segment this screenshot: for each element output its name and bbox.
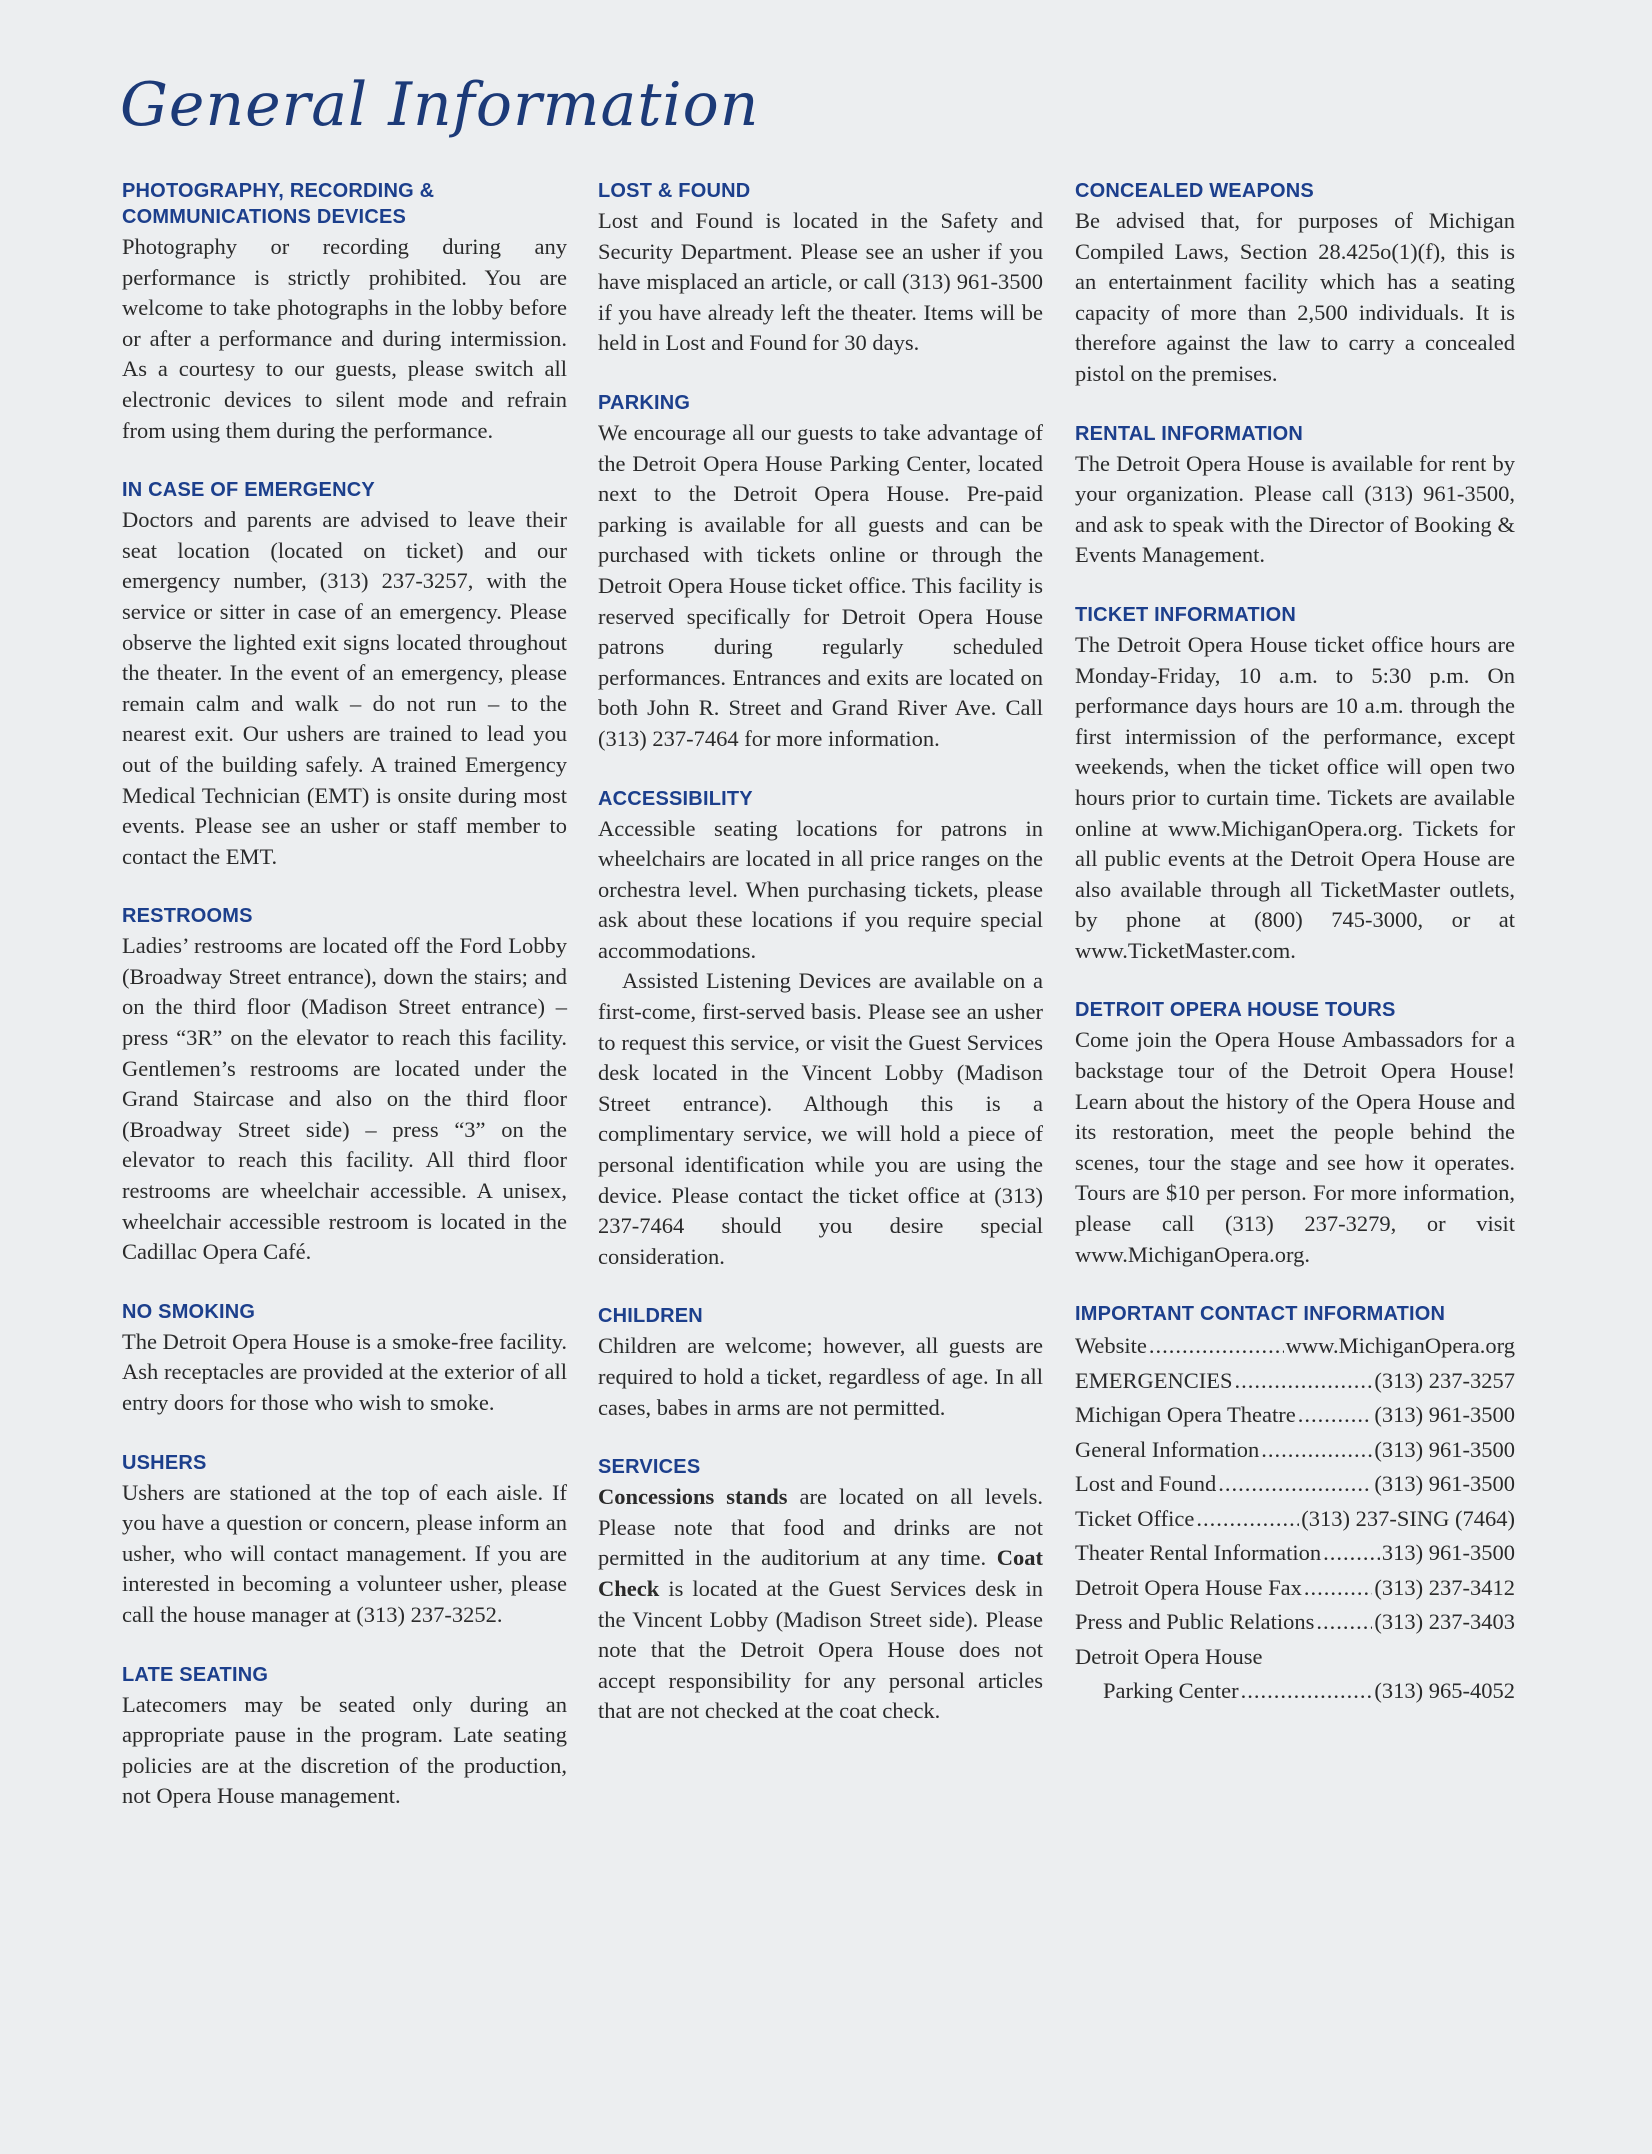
contact-label: General Information — [1075, 1436, 1260, 1462]
contact-value: (313) 961-3500 — [1374, 1436, 1515, 1462]
section-ticket-info — [1075, 602, 1515, 967]
contact-value: (313) 237-3412 — [1374, 1574, 1515, 1600]
leader-dots — [1149, 1329, 1284, 1364]
contact-row — [1075, 1364, 1515, 1399]
section-body: Ladies’ restrooms are located off the Ford Lobby (Broadway Street entrance), down the stairs; and on the third floor (Madison Street entrance) – press “3R” on the elevator to reach this facility. Gentlemen’s restrooms are located under the Grand Staircase and also on the third floor (Broadway Street side) – press “3” on the elevator to reach this facility. All third floor restrooms are wheelchair accessible. A unisex, wheelchair accessible restroom is located in the Cadillac Opera Café. — [122, 933, 567, 1265]
section-heading: PHOTOGRAPHY, RECORDING & COMMUNICATIONS DEVICES — [122, 180, 435, 228]
section-heading: SERVICES — [598, 1456, 701, 1479]
section-heading: LOST & FOUND — [598, 180, 751, 202]
leader-dots — [1196, 1502, 1299, 1537]
section-body: The Detroit Opera House is a smoke-free facility. Ash receptacles are provided at the exterior of all entry doors for those who wish to smoke. — [122, 1328, 567, 1415]
leader-dots — [1235, 1364, 1373, 1399]
contact-row — [1075, 1502, 1515, 1537]
section-heading: TICKET INFORMATION — [1075, 603, 1296, 626]
contact-label: EMERGENCIES — [1075, 1367, 1233, 1393]
section-body: Children are welcome; however, all guests are required to hold a ticket, regardless of age. In all cases, babes in arms are not permitted. — [598, 1333, 1043, 1420]
contact-label: Website — [1075, 1333, 1147, 1359]
coat-check-label: Coat Check — [598, 1545, 1043, 1601]
contact-row — [1075, 1605, 1515, 1640]
contact-row — [1075, 1536, 1515, 1571]
contact-row — [1075, 1398, 1515, 1433]
section-emergency — [122, 477, 567, 872]
leader-dots — [1298, 1398, 1373, 1433]
coat-check-text: is located at the Guest Services desk in the Vincent Lobby (Madison Street side). Please note that the Detroit Opera House does not accept responsibility for any personal articles that are not checked at the coat check. — [598, 1575, 1043, 1724]
section-heading: PARKING — [598, 391, 691, 414]
column-left — [122, 178, 567, 1843]
contact-value: www.MichiganOpera.org — [1285, 1333, 1515, 1359]
section-services — [598, 1454, 1043, 1727]
section-lost-found — [598, 178, 1043, 359]
contact-row — [1075, 1433, 1515, 1468]
section-photography — [122, 178, 567, 446]
contact-row — [1075, 1467, 1515, 1502]
section-body — [598, 1482, 1043, 1727]
section-heading: RESTROOMS — [122, 905, 253, 928]
section-body: Be advised that, for purposes of Michigan Compiled Laws, Section 28.425o(1)(f), this is an entertainment facility which has a seating capacity of more than 2,500 individuals. It is therefore against the law to carry a concealed pistol on the premises. — [1075, 208, 1515, 386]
contact-row — [1075, 1329, 1515, 1364]
section-heading: CONCEALED WEAPONS — [1075, 180, 1314, 202]
section-heading: IN CASE OF EMERGENCY — [122, 479, 375, 502]
section-heading: CHILDREN — [598, 1305, 703, 1328]
concessions-text: are located on all levels. Please note that food and drinks are not permitted in the auditorium at any time. — [598, 1484, 1043, 1571]
leader-dots — [1304, 1571, 1373, 1606]
section-ushers — [122, 1450, 567, 1631]
contact-label: Lost and Found — [1075, 1471, 1217, 1497]
section-body: Photography or recording during any performance is strictly prohibited. You are welcome to take photographs in the lobby before or after a performance and during intermission. As a courtesy to our guests, please switch all electronic devices to silent mode and refrain from using them during the performance. — [122, 234, 567, 443]
leader-dots — [1323, 1536, 1380, 1571]
section-heading: DETROIT OPERA HOUSE TOURS — [1075, 999, 1396, 1022]
section-heading: USHERS — [122, 1451, 207, 1474]
section-heading: RENTAL INFORMATION — [1075, 422, 1304, 445]
section-body: Latecomers may be seated only during an appropriate pause in the program. Late seating policies are at the discretion of the production, not Opera House management. — [122, 1691, 567, 1809]
section-rental — [1075, 421, 1515, 571]
section-heading: LATE SEATING — [122, 1663, 269, 1686]
section-no-smoking — [122, 1299, 567, 1419]
section-heading: IMPORTANT CONTACT INFORMATION — [1075, 1303, 1446, 1326]
section-body: Come join the Opera House Ambassadors for a backstage tour of the Detroit Opera House! Learn about the history of the Opera House and its restoration, meet the people behind the scenes, tour the stage and see how it operates. Tours are $10 per person. For more information, please call (313) 237-3279, or visit www.MichiganOpera.org. — [1075, 1027, 1515, 1267]
contact-value: (313) 237-3257 — [1374, 1367, 1515, 1393]
leader-dots — [1218, 1467, 1372, 1502]
section-heading: ACCESSIBILITY — [598, 787, 753, 810]
contact-label: Press and Public Relations — [1075, 1609, 1315, 1635]
section-concealed-weapons — [1075, 178, 1515, 390]
section-restrooms — [122, 903, 567, 1268]
leader-dots — [1261, 1433, 1372, 1468]
contact-row — [1075, 1674, 1515, 1709]
contact-row — [1075, 1571, 1515, 1606]
section-heading: NO SMOKING — [122, 1300, 256, 1323]
contact-parking-title: Detroit Opera House — [1075, 1643, 1263, 1669]
concessions-label: Concessions stands — [598, 1484, 788, 1510]
contact-value: (313) 237-SING (7464) — [1301, 1505, 1515, 1531]
section-contacts — [1075, 1301, 1515, 1709]
section-late-seating — [122, 1662, 567, 1812]
section-body: The Detroit Opera House ticket office hours are Monday-Friday, 10 a.m. to 5:30 p.m. On performance days hours are 10 a.m. through the first intermission of the performance, except weekends, when the ticket office will open two hours prior to curtain time. Tickets are available online at www.MichiganOpera.org. Tickets for all public events at the Detroit Opera House are also available through all TicketMaster outlets, by phone at (800) 745-3000, or at www.TicketMaster.com. — [1075, 631, 1515, 963]
contact-value: (313) 965-4052 — [1374, 1678, 1515, 1704]
contact-label: Parking Center — [1103, 1678, 1239, 1704]
contact-value: 313) 961-3500 — [1381, 1540, 1515, 1566]
contact-value: (313) 961-3500 — [1374, 1402, 1515, 1428]
section-accessibility — [598, 786, 1043, 1273]
contact-value: (313) 237-3403 — [1374, 1609, 1515, 1635]
section-tours — [1075, 997, 1515, 1270]
contact-value: (313) 961-3500 — [1374, 1471, 1515, 1497]
leader-dots — [1241, 1674, 1373, 1709]
section-body: We encourage all our guests to take advantage of the Detroit Opera House Parking Center, located next to the Detroit Opera House. Pre-paid parking is available for all guests and can be purchased with tickets online or through the Detroit Opera House ticket office. This facility is reserved specifically for Detroit Opera House patrons during regularly scheduled performances. Entrances and exits are located on both John R. Street and Grand River Ave. Call (313) 237-7464 for more information. — [598, 419, 1043, 751]
section-body: Accessible seating locations for patrons in wheelchairs are located in all price ranges on the orchestra level. When purchasing tickets, please ask about these locations if you require special accommodations. — [598, 815, 1043, 963]
leader-dots — [1316, 1605, 1372, 1640]
section-body-2: Assisted Listening Devices are available on a first-come, first-served basis. Please see an usher to request this service, or visit the Guest Services desk located in the Vincent Lobby (Madison Street entrance). Although this is a complimentary service, we will hold a piece of personal identification while you are using the device. Please contact the ticket office at (313) 237-7464 should you desire special consideration. — [598, 968, 1043, 1269]
contact-label: Theater Rental Information — [1075, 1540, 1322, 1566]
contact-label: Detroit Opera House Fax — [1075, 1574, 1302, 1600]
section-body: The Detroit Opera House is available for rent by your organization. Please call (313) 961-3500, and ask to speak with the Director of Booking & Events Management. — [1075, 450, 1515, 568]
page-title: General Information — [120, 70, 760, 140]
column-middle — [598, 178, 1043, 1758]
section-body: Ushers are stationed at the top of each aisle. If you have a question or concern, please inform an usher, who will contact management. If you are interested in becoming a volunteer usher, please call the house manager at (313) 237-3252. — [122, 1479, 567, 1627]
section-body: Lost and Found is located in the Safety and Security Department. Please see an usher if you have misplaced an article, or call (313) 961-3500 if you have already left the theater. Items will be held in Lost and Found for 30 days. — [598, 208, 1043, 356]
contact-label: Michigan Opera Theatre — [1075, 1402, 1296, 1428]
contact-label: Ticket Office — [1075, 1505, 1195, 1531]
contact-list — [1075, 1329, 1515, 1709]
column-right — [1075, 178, 1515, 1740]
section-parking — [598, 390, 1043, 755]
section-body: Doctors and parents are advised to leave their seat location (located on ticket) and our emergency number, (313) 237-3257, with the service or sitter in case of an emergency. Please observe the lighted exit signs located throughout the theater. In the event of an emergency, please remain calm and walk – do not run – to the nearest exit. Our ushers are trained to lead you out of the building safely. A trained Emergency Medical Technician (EMT) is onsite during most events. Please see an usher or staff member to contact the EMT. — [122, 507, 567, 869]
section-children — [598, 1303, 1043, 1423]
